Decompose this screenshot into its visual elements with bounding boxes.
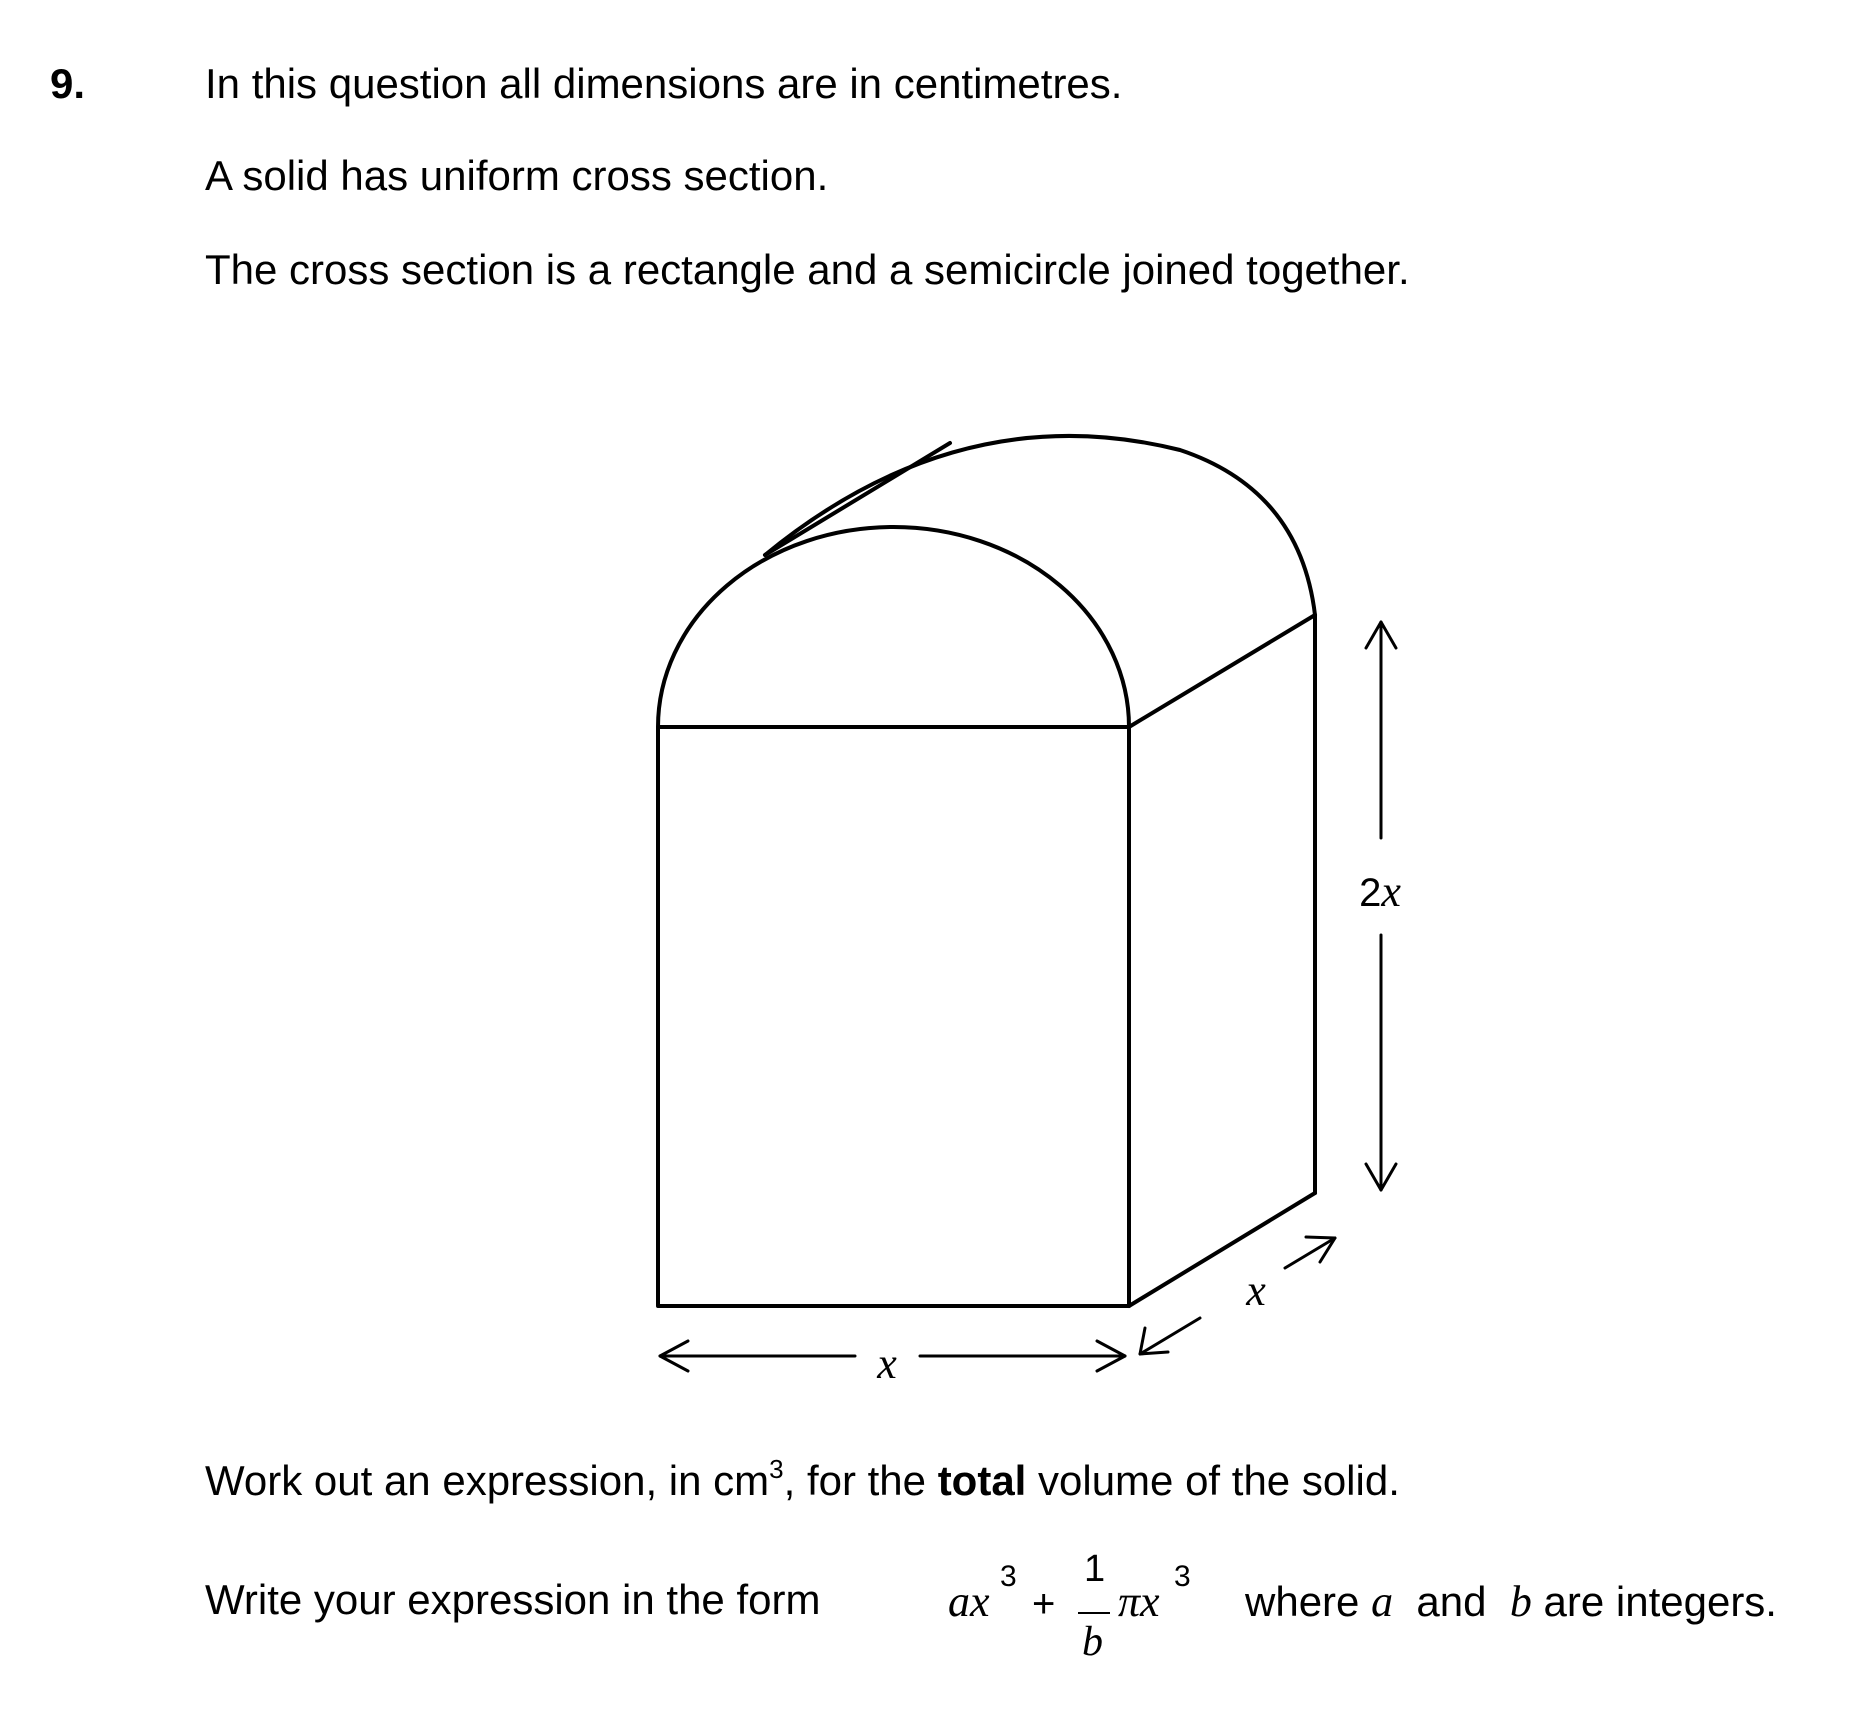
width-label: x	[877, 1339, 897, 1388]
question-line-2: A solid has uniform cross section.	[205, 152, 829, 199]
top-edge	[765, 443, 950, 555]
fraction-numerator: 1	[1084, 1548, 1106, 1590]
form-suffix: are integers.	[1543, 1578, 1777, 1625]
variable-b: b	[1509, 1577, 1532, 1626]
expression-term-1: ax	[948, 1577, 990, 1626]
depth-label: x	[1246, 1266, 1266, 1315]
back-semicircle	[765, 436, 1315, 615]
question-number: 9.	[50, 60, 86, 107]
bottom-depth-edge	[1129, 1193, 1315, 1306]
depth-dimension-arrow	[1140, 1237, 1335, 1354]
form-where-clause	[1245, 1576, 1777, 1627]
expression-plus: +	[1032, 1582, 1056, 1626]
expression-exponent-1: 3	[1000, 1560, 1017, 1593]
right-top-edge	[1129, 615, 1315, 727]
task-bold-word: total	[937, 1457, 1027, 1504]
fraction-denominator: b	[1082, 1619, 1103, 1665]
task-text-mid: , for the	[783, 1457, 938, 1504]
fraction-bar	[1078, 1612, 1110, 1614]
expression-term-2	[1118, 1576, 1160, 1627]
front-rectangle	[658, 727, 1129, 1306]
task-text-start: Work out an expression, in cm	[205, 1457, 770, 1504]
and-word: and	[1416, 1578, 1487, 1625]
where-word: where	[1245, 1578, 1360, 1625]
form-prefix: Write your expression in the form	[205, 1576, 821, 1623]
expression-exponent-2: 3	[1174, 1560, 1191, 1593]
front-semicircle	[658, 527, 1129, 727]
question-intro: In this question all dimensions are in centimetres.	[205, 60, 1123, 107]
expression-term-2-text: πx	[1118, 1577, 1160, 1626]
task-text-end: volume of the solid.	[1026, 1457, 1400, 1504]
height-label	[1359, 867, 1401, 916]
question-line-3: The cross section is a rectangle and a semicircle joined together.	[205, 246, 1410, 293]
task-instruction	[205, 1454, 1400, 1505]
height-label-coefficient: 2	[1359, 871, 1382, 915]
units-exponent: 3	[769, 1454, 784, 1484]
height-label-variable: x	[1381, 867, 1401, 916]
variable-a: a	[1371, 1577, 1394, 1626]
